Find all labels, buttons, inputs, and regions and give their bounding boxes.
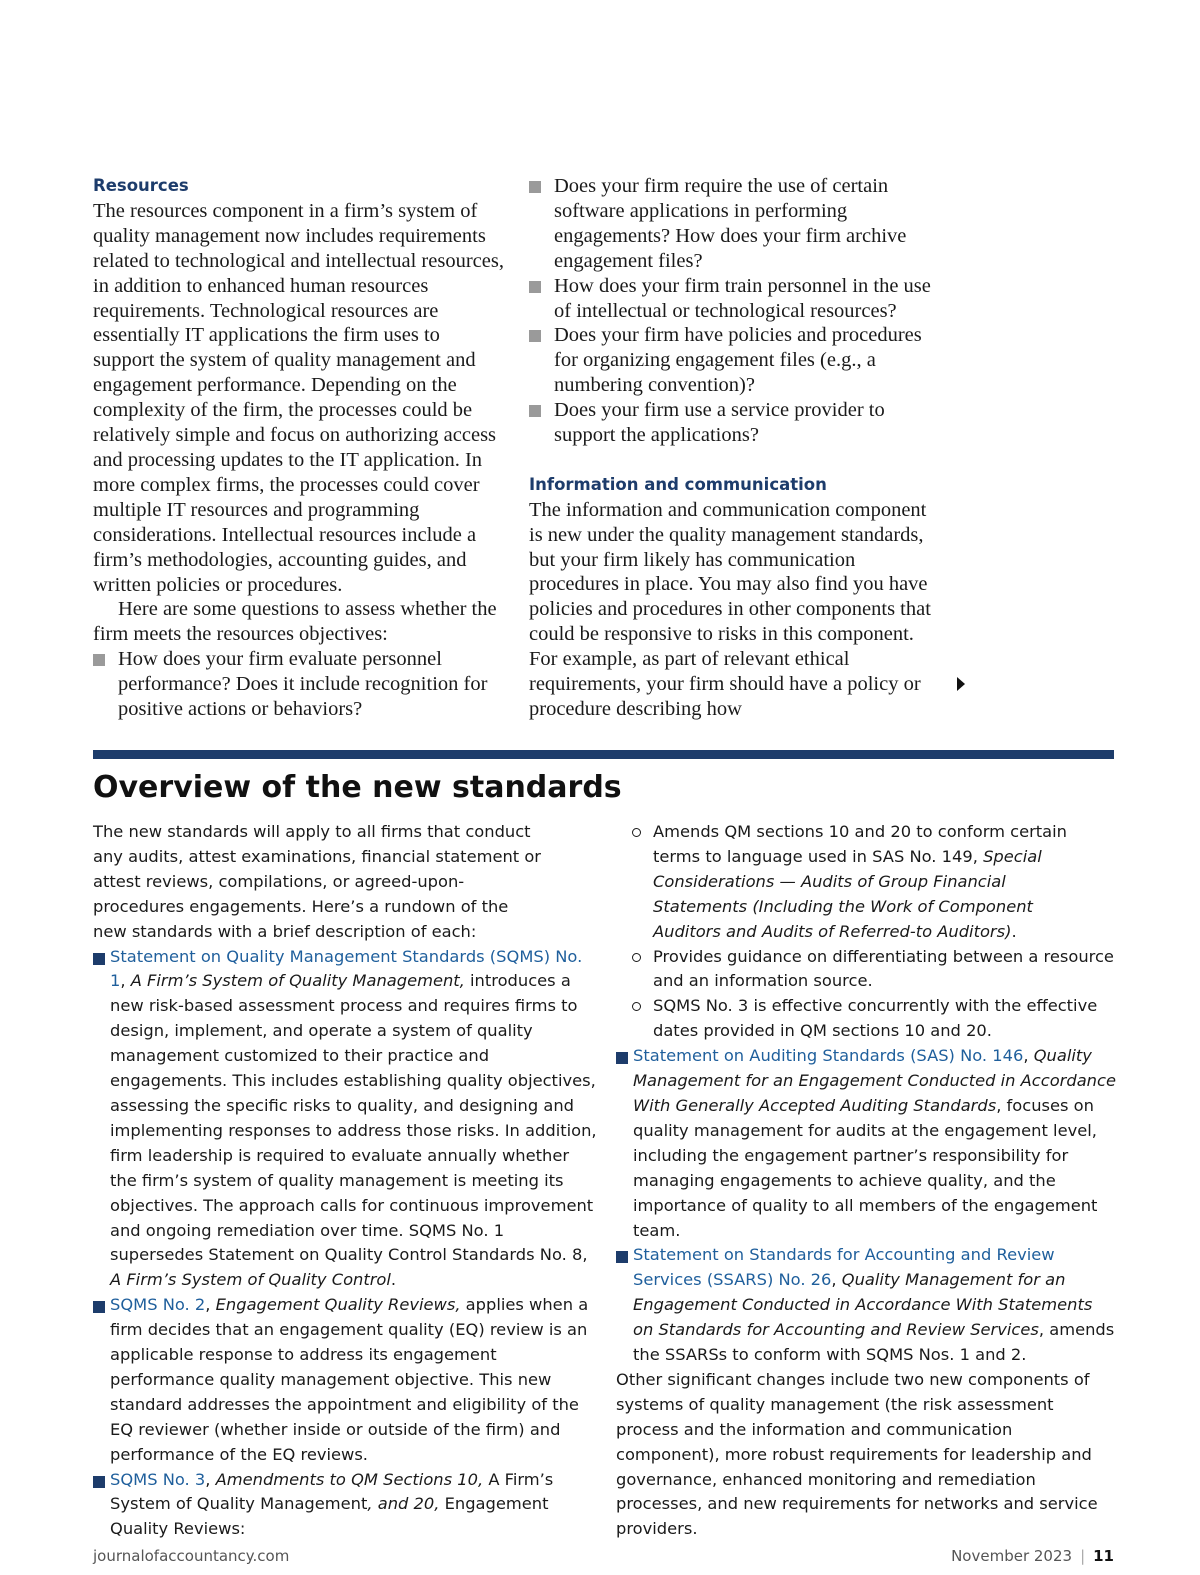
list-item: Does your firm have policies and procedures for organizing engagement files (e.g., a numbering convention)? <box>529 323 949 398</box>
square-bullet-icon <box>93 953 105 965</box>
footer-site <box>93 1545 289 1567</box>
square-bullet-icon <box>616 1251 628 1263</box>
resources-paragraph: The resources component in a firm’s system of quality management now includes requirements related to technological and intellectual resources, in addition to enhanced human resources requirements. Technological resources are essentially IT applications the firm uses to support the system of quality management and engagement performance. Depending on the complexity of the firm, the processes could be relatively simple and focus on authorizing access and processing updates to the IT application. In more complex firms, the processes could cover multiple IT resources and programming considerations. Intellectual resources include a firm’s methodologies, accounting guides, and written policies or procedures. <box>93 199 504 596</box>
square-bullet-icon <box>529 181 541 193</box>
square-bullet-icon <box>93 1301 105 1313</box>
list-item: Amends QM sections 10 and 20 to conform certain terms to language used in SAS No. 149, Special Considerations — Audits of Group Financial Statements (Including the Work of Component Auditors and Audits of Referred-to Auditors). <box>616 820 1069 945</box>
square-bullet-icon <box>616 1052 628 1064</box>
list-item: How does your firm train personnel in the use of intellectual or technological resources? <box>529 274 949 324</box>
page-number: 11 <box>1093 1547 1114 1565</box>
standards-list-continued <box>616 1044 1116 1368</box>
list-item-sas146: Statement on Auditing Standards (SAS) No. 146, Quality Management for an Engagement Conducted in Accordance With Generally Accepted Auditing Standards, focuses on quality management for audits at the engagement level, including the engagement partner’s responsibility for managing engagements to achieve quality, and the importance of quality to all members of the engagement team. <box>616 1044 1116 1243</box>
list-item-sqms3: SQMS No. 3, Amendments to QM Sections 10, A Firm’s System of Quality Management, and 20, Engagement Quality Reviews: <box>93 1468 598 1543</box>
circle-bullet-icon <box>632 1002 641 1011</box>
circle-bullet-icon <box>632 953 641 962</box>
info-comm-heading: Information and communication <box>529 474 827 494</box>
resources-question-list <box>93 647 505 722</box>
square-bullet-icon <box>529 405 541 417</box>
sas146-link[interactable]: Statement on Auditing Standards (SAS) No. 146 <box>633 1046 1024 1066</box>
info-comm-paragraph: The information and communication component is new under the quality management standards, but your firm likely has communication procedures in place. You may also find you have policies and procedures in other components that could be responsive to risks in this component. For example, as part of relevant ethical requirements, your firm should have a policy or procedure describing how <box>529 498 931 721</box>
overview-title: Overview of the new standards <box>93 770 622 805</box>
circle-bullet-icon <box>632 828 641 837</box>
list-item-sqms2: SQMS No. 2, Engagement Quality Reviews, applies when a firm decides that an engagement quality (EQ) review is an applicable response to address its engagement performance quality management objective. This new standard addresses the appointment and eligibility of the EQ reviewer (whether inside or outside of the firm) and performance of the EQ reviews. <box>93 1293 598 1467</box>
overview-right-column <box>616 820 1116 1542</box>
list-item-sqms1: Statement on Quality Management Standards (SQMS) No. 1, A Firm’s System of Quality Management, introduces a new risk-based assessment process and requires firms to design, implement, and operate a system of quality management customized to their practice and engagements. This includes establishing quality objectives, assessing the specific risks to quality, and designing and implementing responses to address those risks. In addition, firm leadership is required to evaluate annually whether the firm’s system of quality management is meeting its objectives. The approach calls for continuous improvement and ongoing remediation over time. SQMS No. 1 supersedes Statement on Quality Control Standards No. 8, A Firm’s System of Quality Control. <box>93 945 598 1294</box>
list-item: Provides guidance on differentiating between a resource and an information source. <box>616 945 1116 995</box>
list-item: How does your firm evaluate personnel performance? Does it include recognition for positive actions or behaviors? <box>93 647 505 722</box>
footer-separator: | <box>1080 1547 1086 1565</box>
resources-questions-intro: Here are some questions to assess whether the firm meets the resources objectives: <box>93 598 497 646</box>
list-item: SQMS No. 3 is effective concurrently with the effective dates provided in QM sections 10 and 20. <box>616 994 1113 1044</box>
sqms1-link[interactable]: Statement on Quality Management Standards (SQMS) No. 1 <box>110 946 583 991</box>
square-bullet-icon <box>93 1476 105 1488</box>
list-item: Does your firm use a service provider to support the applications? <box>529 398 949 448</box>
overview-intro: The new standards will apply to all firms that conduct any audits, attest examinations, financial statement or attest reviews, compilations, or agreed-upon-procedures engagements. Here’s a rundown of the new standards with a brief description of each: <box>93 822 541 941</box>
square-bullet-icon <box>529 281 541 293</box>
footer-page-info <box>951 1545 1114 1567</box>
footer-site-link[interactable]: journalofaccountancy.com <box>93 1547 290 1565</box>
overview-closing: Other significant changes include two new components of systems of quality management (the risk assessment process and the information and communication component), more robust requirements for leadership and governance, enhanced monitoring and remediation processes, and new requirements for networks and service providers. <box>616 1369 1098 1539</box>
list-item-ssars26: Statement on Standards for Accounting and Review Services (SSARS) No. 26, Quality Management for an Engagement Conducted in Accordance With Statements on Standards for Accounting and Review Services, amends the SSARSs to conform with SQMS Nos. 1 and 2. <box>616 1243 1116 1368</box>
continue-arrow-icon <box>957 677 965 691</box>
footer-date: November 2023 <box>951 1547 1073 1565</box>
resources-heading: Resources <box>93 176 189 195</box>
list-item: Does your firm require the use of certain software applications in performing engagements? How does your firm archive engagement files? <box>529 174 949 274</box>
sqms2-link[interactable]: SQMS No. 2 <box>110 1295 206 1315</box>
resources-question-list-continued <box>529 174 949 448</box>
resources-continued-column <box>529 174 949 722</box>
ssars26-link[interactable]: Statement on Standards for Accounting and Review Services (SSARS) No. 26 <box>633 1245 1055 1290</box>
square-bullet-icon <box>529 330 541 342</box>
square-bullet-icon <box>93 654 105 666</box>
resources-column <box>93 174 505 722</box>
standards-list <box>93 945 598 1543</box>
sqms3-link[interactable]: SQMS No. 3 <box>110 1469 206 1489</box>
section-divider <box>93 750 1114 759</box>
sqms3-sub-list <box>616 820 1116 1044</box>
overview-left-column <box>93 820 598 1542</box>
